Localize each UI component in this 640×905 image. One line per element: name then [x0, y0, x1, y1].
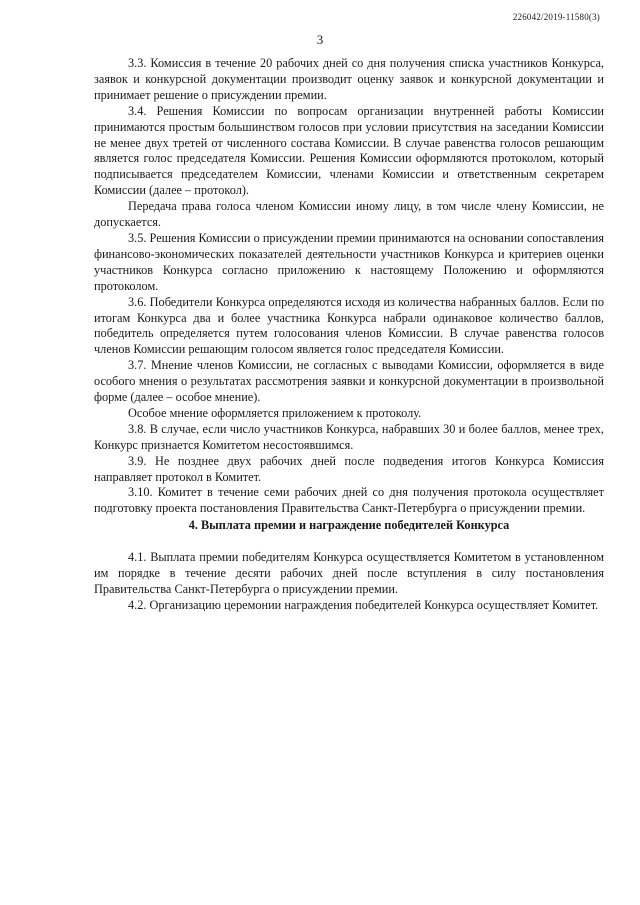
section-3-text	[94, 56, 604, 517]
document-registration-number: 226042/2019-11580(3)	[512, 12, 600, 22]
paragraph-4-1: 4.1. Выплата премии победителям Конкурса осуществляется Комитетом в установленном им порядке в течение десяти рабочих дней после вступления в силу постановления Правительства Санкт-Петербурга о присуждении премии.	[94, 550, 604, 596]
paragraph-3-7: 3.7. Мнение членов Комиссии, не согласных с выводами Комиссии, оформляется в виде особого мнения о результатах рассмотрения заявки и конкурсной документации в произвольной форме (далее – особое мнение).	[94, 358, 604, 405]
paragraph-3-10: 3.10. Комитет в течение семи рабочих дней со дня получения протокола осуществляет подготовку проекта постановления Правительства Санкт-Петербурга о присуждении премии.	[94, 485, 604, 516]
paragraph-3-4: 3.4. Решения Комиссии по вопросам организации внутренней работы Комиссии принимаются простым большинством голосов при условии присутствия на заседании Комиссии не менее двух третей от численного состава Комиссии. В случае равенства голосов решающим является голос председателя Комиссии. Решения Комиссии оформляются протоколом, который подписывается председателем Комиссии, членами Комиссии и ответственным секретарем Комиссии (далее – протокол).	[94, 103, 604, 198]
section-4-text	[94, 550, 604, 614]
paragraph-3-4-vote-transfer: Передача права голоса членом Комиссии иному лицу, в том числе члену Комиссии, не допускается.	[94, 199, 604, 230]
paragraph-3-5: 3.5. Решения Комиссии о присуждении премии принимаются на основании сопоставления финансово-экономических показателей деятельности участников Конкурса и критериев оценки участников Конкурса согласно приложению к настоящему Положению и оформляются протоколом.	[94, 230, 604, 293]
page-number: 3	[316, 32, 324, 47]
paragraph-3-8: 3.8. В случае, если число участников Конкурса, набравших 30 и более баллов, менее трех, Конкурс признается Комитетом несостоявшимся.	[94, 421, 604, 452]
section-4-heading: 4. Выплата премии и награждение победителей Конкурса	[188, 518, 510, 532]
paragraph-3-6: 3.6. Победители Конкурса определяются исходя из количества набранных баллов. Если по итогам Конкурса два и более участника Конкурса набрали одинаковое количество баллов, победитель определяется путем голосования членов Комиссии. В случае равенства голосов членов Комиссии решающим голосом является голос председателя Комиссии.	[94, 294, 604, 357]
paragraph-3-3: 3.3. Комиссия в течение 20 рабочих дней со дня получения списка участников Конкурса, заявок и конкурсной документации производит оценку заявок и конкурсной документации и принимает решение о присуждении премии.	[94, 56, 604, 102]
paragraph-4-2: 4.2. Организацию церемонии награждения победителей Конкурса осуществляет Комитет.	[128, 597, 599, 612]
paragraph-3-9: 3.9. Не позднее двух рабочих дней после подведения итогов Конкурса Комиссия направляет протокол в Комитет.	[94, 453, 604, 484]
paragraph-3-7-special-opinion: Особое мнение оформляется приложением к протоколу.	[128, 405, 422, 420]
